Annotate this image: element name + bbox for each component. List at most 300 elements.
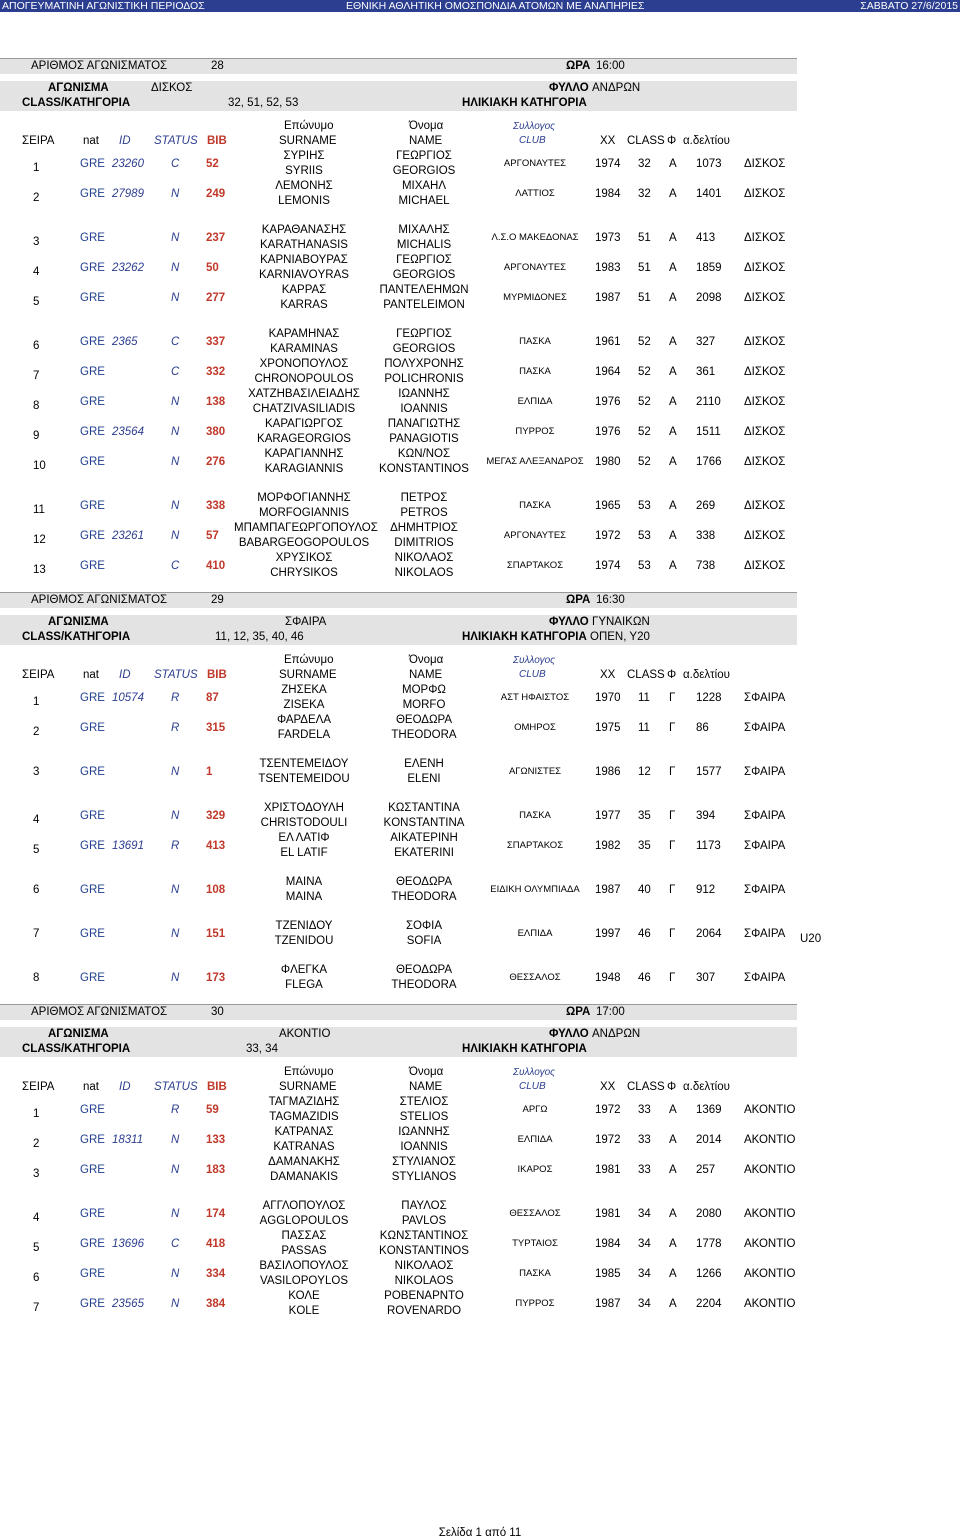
nat: GRE	[80, 1238, 105, 1250]
class-value: 53	[638, 500, 651, 512]
col-heat: ΣΕΙΡΑ	[22, 135, 55, 147]
class-value: 35	[638, 840, 651, 852]
status: N	[171, 1164, 180, 1176]
status: N	[171, 972, 180, 984]
club-name: ΠΥΡΡΟΣ	[515, 426, 555, 437]
name-greek: ΣΟΦΙΑ	[405, 920, 443, 932]
birth-year: 1965	[595, 500, 621, 512]
birth-year: 1977	[595, 810, 621, 822]
card-number: 2098	[696, 292, 722, 304]
col-class: CLASS	[627, 669, 665, 681]
age-category-label: ΗΛΙΚΙΑΚΗ ΚΑΤΗΓΟΡΙΑ	[462, 97, 587, 109]
gender-label: ΦΥΛΛΟ	[549, 1028, 589, 1040]
surname-latin: AGGLOPOULOS	[259, 1215, 349, 1227]
event-name: ΔΙΣΚΟΣ	[744, 336, 786, 348]
card-number: 86	[696, 722, 709, 734]
card-number: 738	[696, 560, 716, 572]
birth-year: 1981	[595, 1208, 621, 1220]
surname-latin: KARATHANASIS	[260, 239, 348, 251]
col-bib: BIB	[207, 1081, 227, 1093]
race-number-label: ΑΡΙΘΜΟΣ ΑΓΩΝΙΣΜΑΤΟΣ	[31, 594, 168, 606]
bib: 276	[206, 456, 226, 468]
col-deltio: α.δελτίου	[683, 1081, 730, 1093]
class-label: CLASS/ΚΑΤΗΓΟΡΙΑ	[22, 1043, 131, 1055]
heat-number: 12	[33, 534, 46, 546]
surname-latin: KOLE	[288, 1305, 320, 1317]
nat: GRE	[80, 560, 105, 572]
event-name: ΣΦΑΙΡΑ	[744, 722, 786, 734]
status: N	[171, 262, 180, 274]
nat: GRE	[80, 1268, 105, 1280]
name-greek: ΘΕΟΔΩΡΑ	[395, 876, 453, 888]
phi-value: Γ	[669, 692, 676, 704]
participant-row	[0, 1290, 797, 1320]
heat-number: 10	[33, 460, 46, 472]
status: N	[171, 810, 180, 822]
club-name: ΑΣΤ ΗΦΑΙΣΤΟΣ	[500, 692, 570, 703]
club-name: Λ.Σ.Ο ΜΑΚΕΔΟΝΑΣ	[491, 232, 579, 243]
surname-greek: ΔΑΜΑΝΑΚΗΣ	[268, 1156, 340, 1168]
card-number: 413	[696, 232, 716, 244]
surname-greek: ΣΥΡΙΗΣ	[283, 150, 325, 162]
name-greek: ΓΕΩΡΓΙΟΣ	[396, 254, 452, 266]
event-name: ΔΙΣΚΟΣ	[744, 366, 786, 378]
card-number: 1228	[696, 692, 722, 704]
birth-year: 1973	[595, 232, 621, 244]
col-name-gr: Όνομα	[409, 654, 444, 666]
birth-year: 1997	[595, 928, 621, 940]
phi-value: Α	[669, 500, 677, 512]
class-value: 35	[638, 810, 651, 822]
athlete-id: 23260	[112, 158, 144, 170]
status: N	[171, 1134, 180, 1146]
time-label: ΩΡΑ	[566, 60, 591, 72]
col-name: NAME	[409, 1081, 443, 1093]
heat-number: 6	[33, 1272, 40, 1284]
heat-number: 1	[33, 162, 40, 174]
heat-number: 7	[33, 928, 40, 940]
col-nat: nat	[83, 1081, 99, 1093]
card-number: 1401	[696, 188, 722, 200]
col-id: ID	[119, 669, 131, 681]
bib: 334	[206, 1268, 226, 1280]
name-latin: KONSTANTINOS	[379, 1245, 469, 1257]
event-name: ΔΙΣΚΟΣ	[744, 232, 786, 244]
bib: 59	[206, 1104, 219, 1116]
name-greek: ΜΙΧΑΛΗΣ	[398, 224, 450, 236]
surname-latin: KATRANAS	[273, 1141, 335, 1153]
name-latin: NIKOLAOS	[394, 567, 454, 579]
heat-number: 8	[33, 400, 40, 412]
phi-value: Γ	[669, 840, 676, 852]
birth-year: 1987	[595, 884, 621, 896]
event-name: ΑΚΟΝΤΙΟ	[744, 1298, 796, 1310]
event-name: ΔΙΣΚΟΣ	[744, 456, 786, 468]
athlete-id: 23262	[112, 262, 144, 274]
bib: 173	[206, 972, 226, 984]
birth-year: 1975	[595, 722, 621, 734]
status: C	[171, 336, 180, 348]
date-label: ΣΑΒΒΑΤΟ 27/6/2015	[860, 0, 958, 12]
class-value: 52	[638, 396, 651, 408]
event-header	[0, 592, 797, 645]
race-number-value: 30	[211, 1006, 224, 1018]
phi-value: Γ	[669, 810, 676, 822]
card-number: 1369	[696, 1104, 722, 1116]
participant-row	[0, 1126, 797, 1156]
surname-latin: CHRONOPOULOS	[254, 373, 354, 385]
status: N	[171, 396, 180, 408]
time-value: 16:30	[596, 594, 625, 606]
nat: GRE	[80, 1134, 105, 1146]
bib: 237	[206, 232, 226, 244]
col-name-gr: Όνομα	[409, 1066, 444, 1078]
class-value: 33	[638, 1134, 651, 1146]
col-nat: nat	[83, 135, 99, 147]
race-number-value: 29	[211, 594, 224, 606]
surname-latin: SYRIIS	[285, 165, 323, 177]
surname-latin: CHRYSIKOS	[270, 567, 338, 579]
group-gap	[0, 1186, 960, 1200]
nat: GRE	[80, 292, 105, 304]
col-club: CLUB	[519, 1081, 546, 1092]
gender-label: ΦΥΛΛΟ	[549, 82, 589, 94]
name-latin: EKATERINI	[394, 847, 454, 859]
surname-latin: TSENTEMEIDOU	[258, 773, 350, 785]
event-name: ΑΚΟΝΤΙΟ	[744, 1104, 796, 1116]
name-greek: ΣΤΥΛΙΑΝΟΣ	[392, 1156, 456, 1168]
card-number: 1766	[696, 456, 722, 468]
class-value: 33	[638, 1104, 651, 1116]
group-gap	[0, 862, 960, 876]
phi-value: Α	[669, 232, 677, 244]
event-label: ΑΓΩΝΙΣΜΑ	[48, 1028, 109, 1040]
name-latin: KONSTANTINA	[383, 817, 465, 829]
name-latin: PETROS	[400, 507, 448, 519]
surname-greek: ΚΑΡΡΑΣ	[281, 284, 327, 296]
federation-title: ΕΘΝΙΚΗ ΑΘΛΗΤΙΚΗ ΟΜΟΣΠΟΝΔΙΑ ΑΤΟΜΩΝ ΜΕ ΑΝΑΠΗΡΙΕΣ	[346, 0, 645, 12]
column-header	[0, 120, 797, 150]
nat: GRE	[80, 366, 105, 378]
event-name: ΣΦΑΙΡΑ	[744, 884, 786, 896]
surname-latin: MAINA	[285, 891, 323, 903]
col-name-gr: Όνομα	[409, 120, 444, 132]
participant-row	[0, 876, 797, 906]
col-status: STATUS	[154, 135, 198, 147]
col-xx: XX	[600, 669, 616, 681]
gender-value: ΑΝΔΡΩΝ	[592, 82, 641, 94]
name-latin: ELENI	[407, 773, 441, 785]
status: N	[171, 292, 180, 304]
surname-latin: KARAGEORGIOS	[257, 433, 351, 445]
name-greek: ΣΤΕΛΙΟΣ	[399, 1096, 449, 1108]
age-category-value: ΟΠΕΝ, Υ20	[590, 631, 650, 643]
name-latin: STYLIANOS	[391, 1171, 457, 1183]
nat: GRE	[80, 766, 105, 778]
heat-number: 11	[33, 504, 45, 516]
class-row	[0, 630, 797, 645]
athlete-id: 27989	[112, 188, 144, 200]
class-value: 34	[638, 1238, 651, 1250]
surname-latin: KARNIAVOYRAS	[259, 269, 349, 281]
participant-row	[0, 802, 797, 832]
status: N	[171, 188, 180, 200]
card-number: 257	[696, 1164, 716, 1176]
group-gap	[0, 788, 960, 802]
nat: GRE	[80, 692, 105, 704]
name-latin: THEODORA	[391, 891, 457, 903]
surname-greek: ΦΑΡΔΕΛΑ	[276, 714, 332, 726]
class-value: 11	[638, 722, 650, 734]
card-number: 394	[696, 810, 716, 822]
class-row	[0, 1042, 797, 1057]
name-latin: NIKOLAOS	[394, 1275, 454, 1287]
bib: 413	[206, 840, 226, 852]
participant-row	[0, 522, 797, 552]
name-greek: ΜΙΧΑΗΛ	[401, 180, 447, 192]
surname-latin: MORFOGIANNIS	[258, 507, 350, 519]
heat-number: 5	[33, 296, 40, 308]
bib: 1	[206, 766, 213, 778]
name-greek: ΓΕΩΡΓΙΟΣ	[396, 150, 452, 162]
surname-greek: ΚΟΛΕ	[288, 1290, 320, 1302]
athlete-id: 13691	[112, 840, 144, 852]
heat-number: 2	[33, 726, 40, 738]
participant-row	[0, 180, 797, 210]
participant-row	[0, 492, 797, 522]
class-value: 34	[638, 1208, 651, 1220]
surname-latin: ZISEKA	[283, 699, 325, 711]
col-surname: SURNAME	[279, 669, 337, 681]
birth-year: 1980	[595, 456, 621, 468]
card-number: 2064	[696, 928, 722, 940]
name-greek: ΠΕΤΡΟΣ	[400, 492, 448, 504]
event-value: ΑΚΟΝΤΙΟ	[279, 1028, 331, 1040]
phi-value: Α	[669, 560, 677, 572]
group-gap	[0, 210, 960, 224]
bib: 418	[206, 1238, 226, 1250]
status: R	[171, 1104, 180, 1116]
col-heat: ΣΕΙΡΑ	[22, 1081, 55, 1093]
nat: GRE	[80, 972, 105, 984]
club-name: ΟΜΗΡΟΣ	[514, 722, 556, 733]
surname-greek: ΚΑΡΑΜΗΝΑΣ	[268, 328, 340, 340]
card-number: 2110	[696, 396, 721, 408]
phi-value: Γ	[669, 766, 676, 778]
surname-latin: DAMANAKIS	[270, 1171, 338, 1183]
time-label: ΩΡΑ	[566, 1006, 591, 1018]
name-latin: POLICHRONIS	[384, 373, 464, 385]
club-name: ΜΕΓΑΣ ΑΛΕΞΑΝΔΡΟΣ	[486, 456, 584, 467]
card-number: 1511	[696, 426, 721, 438]
birth-year: 1964	[595, 366, 621, 378]
col-xx: XX	[600, 1081, 616, 1093]
name-latin: IOANNIS	[400, 403, 448, 415]
nat: GRE	[80, 158, 105, 170]
heat-number: 2	[33, 1138, 40, 1150]
birth-year: 1972	[595, 1104, 621, 1116]
card-number: 1778	[696, 1238, 722, 1250]
phi-value: Α	[669, 396, 677, 408]
club-name: ΣΠΑΡΤΑΚΟΣ	[506, 840, 564, 851]
surname-greek: ΦΛΕΓΚΑ	[280, 964, 328, 976]
event-name: ΑΚΟΝΤΙΟ	[744, 1134, 796, 1146]
class-value: 32	[638, 188, 651, 200]
surname-greek: ΚΑΤΡΑΝΑΣ	[274, 1126, 334, 1138]
surname-latin: TZENIDOU	[274, 935, 334, 947]
card-number: 338	[696, 530, 716, 542]
name-latin: GEORGIOS	[392, 343, 456, 355]
surname-greek: ΜΟΡΦΟΓΙΑΝΝΗΣ	[257, 492, 351, 504]
age-category-label: ΗΛΙΚΙΑΚΗ ΚΑΤΗΓΟΡΙΑ	[462, 631, 587, 643]
surname-latin: KARAGIANNIS	[264, 463, 344, 475]
bib: 133	[206, 1134, 226, 1146]
race-number-label: ΑΡΙΘΜΟΣ ΑΓΩΝΙΣΜΑΤΟΣ	[31, 1006, 168, 1018]
participant-row	[0, 150, 797, 180]
club-name: ΑΡΓΟΝΑΥΤΕΣ	[503, 158, 567, 169]
heat-number: 5	[33, 844, 40, 856]
nat: GRE	[80, 336, 105, 348]
participant-row	[0, 388, 797, 418]
heat-number: 8	[33, 972, 40, 984]
participant-row	[0, 254, 797, 284]
phi-value: Α	[669, 262, 677, 274]
birth-year: 1984	[595, 188, 621, 200]
col-bib: BIB	[207, 669, 227, 681]
event-name: ΑΚΟΝΤΙΟ	[744, 1268, 796, 1280]
name-latin: PANTELEIMON	[383, 299, 465, 311]
club-name: ΕΛΠΙΔΑ	[517, 396, 553, 407]
bib: 384	[206, 1298, 226, 1310]
card-number: 1266	[696, 1268, 722, 1280]
club-name: ΕΛΠΙΔΑ	[517, 1134, 553, 1145]
phi-value: Γ	[669, 722, 676, 734]
name-latin: PAVLOS	[401, 1215, 447, 1227]
heat-number: 4	[33, 814, 40, 826]
col-id: ID	[119, 135, 131, 147]
name-latin: PANAGIOTIS	[389, 433, 459, 445]
class-value: 33	[638, 1164, 651, 1176]
heat-number: 13	[33, 564, 46, 576]
birth-year: 1986	[595, 766, 621, 778]
bib: 151	[206, 928, 226, 940]
event-name: ΔΙΣΚΟΣ	[744, 396, 786, 408]
nat: GRE	[80, 426, 105, 438]
class-value: 32, 51, 52, 53	[228, 97, 299, 109]
heat-number: 9	[33, 430, 40, 442]
event-value: ΔΙΣΚΟΣ	[151, 82, 193, 94]
surname-greek: ΚΑΡΑΓΙΩΡΓΟΣ	[264, 418, 343, 430]
name-greek: ΚΩΝ/ΝΟΣ	[397, 448, 451, 460]
col-club: CLUB	[519, 135, 546, 146]
nat: GRE	[80, 1298, 105, 1310]
gender-value: ΑΝΔΡΩΝ	[592, 1028, 641, 1040]
club-name: ΤΥΡΤΑΙΟΣ	[512, 1238, 558, 1249]
card-number: 912	[696, 884, 716, 896]
name-greek: ΙΩΑΝΝΗΣ	[398, 1126, 450, 1138]
heat-number: 2	[33, 192, 40, 204]
club-name: ΠΑΣΚΑ	[519, 500, 551, 511]
event-value: ΣΦΑΙΡΑ	[285, 616, 327, 628]
phi-value: Α	[669, 1298, 677, 1310]
surname-latin: KARRAS	[280, 299, 328, 311]
club-name: ΕΛΠΙΔΑ	[517, 928, 553, 939]
time-value: 17:00	[596, 1006, 625, 1018]
club-name: ΣΠΑΡΤΑΚΟΣ	[506, 560, 564, 571]
group-gap	[0, 906, 960, 920]
surname-greek: ΚΑΡΝΙΑΒΟΥΡΑΣ	[260, 254, 348, 266]
col-class: CLASS	[627, 135, 665, 147]
birth-year: 1981	[595, 1164, 621, 1176]
club-name: ΠΑΣΚΑ	[519, 366, 551, 377]
bib: 337	[206, 336, 226, 348]
participant-row	[0, 552, 797, 582]
surname-latin: LEMONIS	[278, 195, 330, 207]
phi-value: Α	[669, 530, 677, 542]
column-header	[0, 654, 797, 684]
surname-greek: ΧΡΥΣΙΚΟΣ	[275, 552, 333, 564]
name-greek: ΚΩΝΣΤΑΝΤΙΝΟΣ	[379, 1230, 469, 1242]
surname-latin: FARDELA	[277, 729, 331, 741]
nat: GRE	[80, 722, 105, 734]
surname-greek: ΖΗΣΕΚΑ	[281, 684, 327, 696]
col-phi: Φ	[667, 669, 677, 681]
bib: 183	[206, 1164, 226, 1176]
bib: 52	[206, 158, 219, 170]
nat: GRE	[80, 456, 105, 468]
surname-latin: KARAMINAS	[270, 343, 338, 355]
phi-value: Α	[669, 1238, 677, 1250]
name-latin: KONSTANTINOS	[379, 463, 469, 475]
col-name: NAME	[409, 669, 443, 681]
nat: GRE	[80, 232, 105, 244]
class-value: 51	[638, 292, 651, 304]
surname-greek: ΛΕΜΟΝΗΣ	[275, 180, 333, 192]
status: N	[171, 884, 180, 896]
col-class: CLASS	[627, 1081, 665, 1093]
birth-year: 1970	[595, 692, 621, 704]
name-latin: MICHALIS	[396, 239, 452, 251]
name-greek: ΕΛΕΝΗ	[404, 758, 444, 770]
participant-row	[0, 714, 797, 744]
athlete-id: 2365	[112, 336, 138, 348]
status: R	[171, 692, 180, 704]
event-name: ΣΦΑΙΡΑ	[744, 972, 786, 984]
participant-row	[0, 358, 797, 388]
status: R	[171, 840, 180, 852]
col-phi: Φ	[667, 135, 677, 147]
club-name: ΘΕΣΣΑΛΟΣ	[509, 1208, 561, 1219]
status: N	[171, 500, 180, 512]
class-value: 53	[638, 560, 651, 572]
surname-greek: ΤΑΓΜΑΖΙΔΗΣ	[268, 1096, 340, 1108]
card-number: 2080	[696, 1208, 722, 1220]
col-status: STATUS	[154, 669, 198, 681]
athlete-id: 18311	[112, 1134, 144, 1146]
status: N	[171, 1298, 180, 1310]
status: C	[171, 158, 180, 170]
age-flag: U20	[800, 933, 822, 945]
col-club-gr: Συλλογος	[513, 121, 556, 132]
name-latin: ROVENARDO	[386, 1305, 462, 1317]
surname-greek: ΠΑΣΣΑΣ	[281, 1230, 327, 1242]
birth-year: 1961	[595, 336, 621, 348]
surname-greek: ΜΠΑΜΠΑΓΕΩΡΓΟΠΟΥΛΟΣ	[234, 522, 378, 534]
surname-greek: ΧΑΤΖΗΒΑΣΙΛΕΙΑΔΗΣ	[248, 388, 360, 400]
participant-row	[0, 684, 797, 714]
name-latin: GEORGIOS	[392, 269, 456, 281]
event-name: ΑΚΟΝΤΙΟ	[744, 1238, 796, 1250]
